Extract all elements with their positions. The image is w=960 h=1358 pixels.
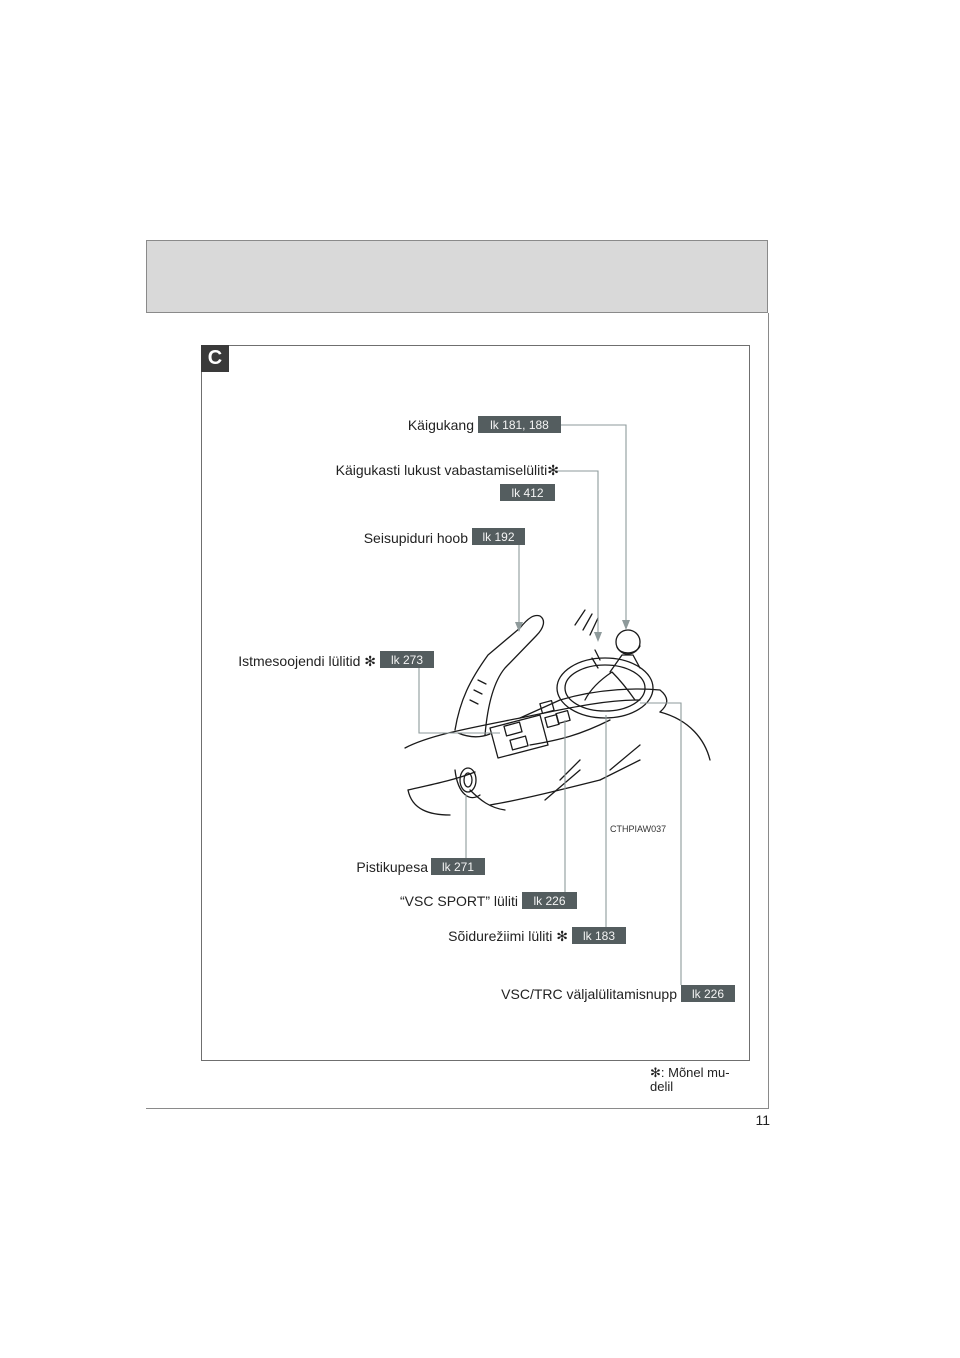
seat-heater-switches-label: Istmesoojendi lülitid ✻ [238, 653, 376, 669]
drive-mode-switch-label: Sõidurežiimi lüliti ✻ [448, 928, 568, 944]
power-outlet-page-ref[interactable]: lk 271 [431, 858, 485, 875]
shift-lock-release-page-ref[interactable]: lk 412 [500, 484, 555, 501]
vsc-sport-switch-page-ref[interactable]: lk 226 [522, 892, 577, 909]
parking-brake-page-ref[interactable]: lk 192 [472, 528, 525, 545]
shift-lever-label: Käigukang [407, 417, 474, 433]
illustration-code: CTHPIAW037 [610, 824, 667, 834]
section-tag: C [201, 345, 229, 372]
power-outlet-label: Pistikupesa [356, 859, 428, 875]
vsc-trc-off-button-page-ref[interactable]: lk 226 [681, 985, 735, 1002]
vsc-sport-switch-label: “VSC SPORT” lüliti [400, 893, 518, 909]
vsc-trc-off-button-label: VSC/TRC väljalülitamisnupp [501, 986, 677, 1002]
footnote-line-1: ✻: Mõnel mu- [650, 1065, 730, 1080]
footnote-line-2: delil [650, 1079, 674, 1094]
parking-brake-label: Seisupiduri hoob [363, 530, 468, 546]
shift-lock-release-label: Käigukasti lukust vabastamiselüliti✻ [335, 462, 559, 478]
seat-heater-switches-page-ref[interactable]: lk 273 [380, 651, 434, 668]
console-drawing [405, 610, 710, 815]
page-number: 11 [755, 1112, 770, 1128]
drive-mode-switch-page-ref[interactable]: lk 183 [572, 927, 626, 944]
footnote [650, 1066, 760, 1094]
shift-lever-page-ref[interactable]: lk 181, 188 [478, 416, 561, 433]
